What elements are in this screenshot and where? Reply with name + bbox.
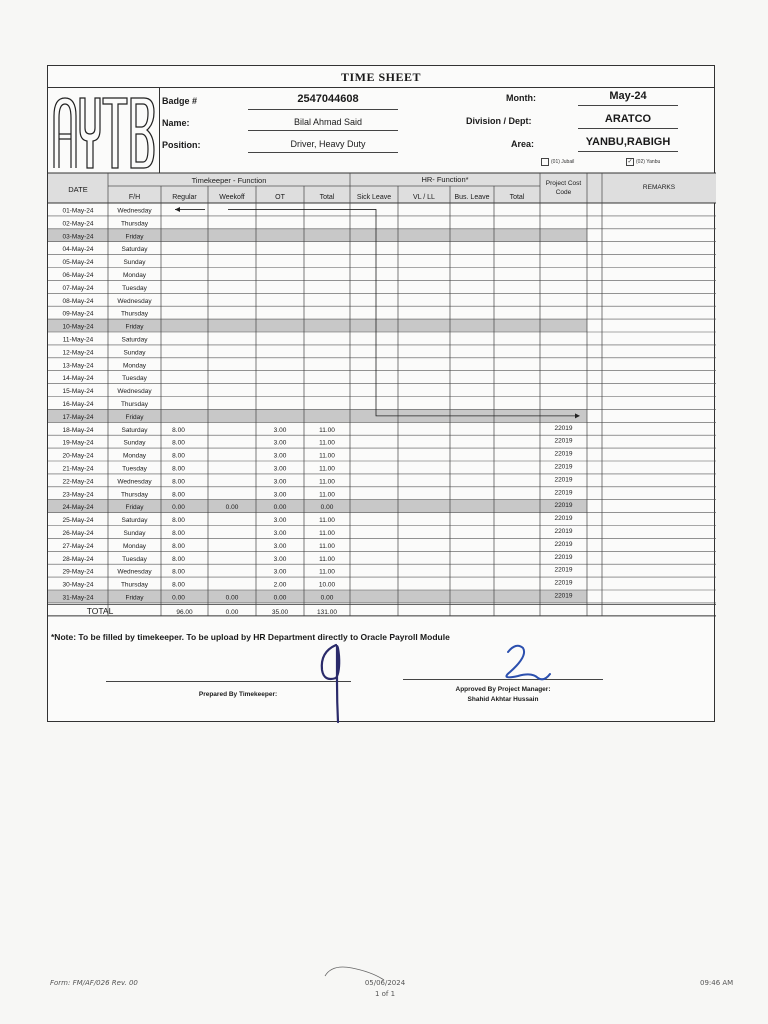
cell-project-code: 22019 (554, 540, 573, 548)
area-value: YANBU,RABIGH (585, 136, 671, 148)
timekeeper-signature (310, 642, 360, 726)
cell-date: 09-May-24 (62, 310, 94, 318)
cell-total: 11.00 (319, 491, 335, 499)
cell-weekoff: 0.00 (225, 594, 239, 602)
cell-date: 28-May-24 (62, 555, 94, 563)
cell-regular: 8.00 (172, 426, 185, 434)
cell-regular: 8.00 (172, 542, 185, 550)
cell-day: Wednesday (117, 568, 152, 576)
col-header-bus-leave: Bus. Leave (454, 194, 490, 201)
cell-ot: 3.00 (273, 426, 287, 434)
total-weekoff: 0.00 (225, 608, 239, 616)
cell-ot: 3.00 (273, 465, 287, 473)
cell-regular: 8.00 (172, 517, 185, 525)
cell-date: 04-May-24 (62, 246, 94, 254)
cell-day: Thursday (120, 220, 149, 228)
cell-ot: 3.00 (273, 530, 287, 537)
col-header-hr-total: Total (509, 194, 525, 201)
cell-day: Thursday (120, 310, 149, 318)
cell-total: 10.00 (318, 581, 336, 589)
cell-project-code: 22019 (554, 553, 573, 561)
cell-regular: 8.00 (172, 530, 185, 537)
cell-ot: 3.00 (273, 439, 287, 447)
cell-project-code: 22019 (554, 502, 573, 510)
checkbox-jubail-label: (01) Jubail (551, 159, 575, 165)
total-ot: 35.00 (271, 608, 289, 616)
cell-weekoff: 0.00 (225, 504, 239, 512)
approved-by-label: Approved By Project Manager: (455, 686, 551, 693)
cell-day: Monday (122, 452, 147, 460)
form-number: Form: FM/AF/026 Rev. 00 (50, 979, 138, 987)
cell-ot: 3.00 (273, 555, 287, 563)
cell-date: 16-May-24 (62, 401, 94, 408)
cell-date: 24-May-24 (62, 504, 94, 512)
cell-day: Friday (125, 504, 144, 512)
cell-date: 27-May-24 (62, 542, 94, 550)
col-header-sick-leave: Sick Leave (356, 194, 392, 201)
cell-day: Sunday (123, 349, 146, 357)
cell-project-code: 22019 (554, 515, 573, 523)
col-header-hr: HR- Function* (421, 175, 469, 184)
cell-ot: 3.00 (273, 452, 287, 460)
total-label: TOTAL (86, 605, 114, 616)
cell-day: Wednesday (117, 388, 152, 396)
division-value: ARATCO (604, 113, 652, 125)
cell-total: 11.00 (319, 439, 335, 447)
cell-date: 07-May-24 (62, 284, 94, 292)
col-header-regular: Regular (172, 194, 197, 201)
cell-date: 21-May-24 (62, 465, 94, 473)
cell-total: 11.00 (319, 542, 335, 550)
cell-total: 11.00 (319, 426, 335, 434)
cell-day: Monday (122, 362, 147, 370)
col-header-remarks: REMARKS (642, 184, 676, 191)
total-regular: 96.00 (176, 608, 193, 616)
cell-day: Sunday (123, 259, 146, 267)
cell-total: 11.00 (319, 452, 335, 460)
cell-day: Tuesday (122, 465, 147, 473)
cell-regular: 8.00 (172, 581, 185, 589)
col-header-timekeeper: Timekeeper - Function (191, 176, 267, 185)
cell-date: 20-May-24 (62, 452, 94, 460)
cell-day: Monday (122, 542, 147, 550)
cell-day: Saturday (121, 517, 148, 525)
total-total: 131.00 (317, 608, 337, 616)
col-header-project-cost-2: Code (555, 189, 572, 196)
cell-date: 15-May-24 (62, 388, 94, 396)
cell-ot: 3.00 (273, 478, 287, 486)
col-header-weekoff: Weekoff (219, 194, 245, 201)
cell-date: 08-May-24 (62, 297, 94, 305)
cell-total: 0.00 (320, 504, 334, 512)
cell-total: 11.00 (319, 517, 335, 525)
prepared-by-label: Prepared By Timekeeper: (198, 691, 278, 698)
col-header-total: Total (319, 194, 335, 201)
cell-date: 17-May-24 (62, 413, 94, 421)
cell-total: 11.00 (319, 555, 335, 563)
checkbox-yanbu-label: (02) Yanbu (636, 159, 661, 165)
badge-label: Badge # (162, 96, 198, 106)
cell-project-code: 22019 (554, 592, 573, 600)
month-value: May-24 (609, 90, 647, 102)
cell-day: Saturday (121, 426, 148, 434)
cell-project-code: 22019 (554, 489, 573, 497)
cell-day: Saturday (121, 336, 148, 344)
month-label: Month: (506, 93, 536, 103)
cell-total: 11.00 (319, 478, 335, 486)
col-header-project-cost: Project Cost (545, 180, 582, 187)
col-header-ot: OT (275, 194, 285, 201)
cell-project-code: 22019 (554, 424, 573, 432)
cell-day: Sunday (123, 439, 146, 447)
col-header-date: DATE (68, 185, 88, 194)
cell-date: 05-May-24 (62, 259, 94, 267)
arrow-head-left (175, 207, 180, 212)
cell-project-code: 22019 (554, 528, 573, 535)
cell-date: 12-May-24 (62, 349, 94, 357)
cell-regular: 8.00 (172, 478, 185, 486)
cell-day: Thursday (120, 491, 149, 499)
cell-day: Tuesday (122, 284, 147, 292)
area-label: Area: (511, 139, 535, 149)
cell-date: 19-May-24 (62, 439, 94, 447)
cell-date: 02-May-24 (62, 220, 94, 228)
cell-ot: 0.00 (273, 594, 287, 602)
cell-project-code: 22019 (554, 450, 573, 458)
print-date: 05/06/2024 (364, 979, 406, 987)
cell-ot: 2.00 (273, 581, 287, 589)
scribble-mark (322, 962, 392, 984)
page-number: 1 of 1 (374, 990, 396, 998)
col-header-fh: F/H (128, 194, 141, 201)
cell-day: Saturday (121, 246, 148, 254)
cell-date: 22-May-24 (62, 478, 94, 486)
cell-day: Sunday (123, 530, 146, 537)
cell-total: 11.00 (319, 530, 335, 537)
cell-regular: 0.00 (172, 594, 185, 602)
badge-value: 2547044608 (297, 93, 359, 105)
cell-day: Thursday (120, 581, 149, 589)
cell-ot: 3.00 (273, 542, 287, 550)
cell-project-code: 22019 (554, 437, 573, 445)
cell-regular: 8.00 (172, 555, 185, 563)
cell-regular: 8.00 (172, 439, 185, 447)
cell-date: 30-May-24 (62, 581, 94, 589)
timesheet-form (47, 65, 715, 722)
approved-by-name: Shahid Akhtar Hussain (467, 696, 539, 703)
cell-date: 13-May-24 (62, 362, 94, 370)
name-value: Bilal Ahmad Said (293, 117, 363, 127)
cell-date: 18-May-24 (62, 426, 94, 434)
cell-total: 11.00 (319, 568, 335, 576)
cell-date: 26-May-24 (62, 530, 94, 537)
name-label: Name: (162, 118, 190, 128)
cell-date: 31-May-24 (62, 594, 94, 602)
cell-regular: 8.00 (172, 465, 185, 473)
cell-date: 11-May-24 (62, 336, 94, 344)
cell-ot: 3.00 (273, 491, 287, 499)
cell-day: Friday (125, 233, 144, 241)
division-label: Division / Dept: (466, 116, 532, 126)
cell-day: Monday (122, 272, 147, 279)
cell-date: 25-May-24 (62, 517, 94, 525)
cell-date: 06-May-24 (62, 272, 94, 279)
cell-day: Friday (125, 413, 144, 421)
cell-project-code: 22019 (554, 463, 573, 471)
cell-day: Friday (125, 323, 144, 331)
cell-regular: 8.00 (172, 491, 185, 499)
cell-total: 0.00 (320, 594, 334, 602)
cell-project-code: 22019 (554, 566, 573, 574)
cell-regular: 8.00 (172, 452, 185, 460)
cell-day: Wednesday (117, 478, 152, 486)
cell-ot: 3.00 (273, 568, 287, 576)
cell-ot: 0.00 (273, 504, 287, 512)
manager-signature (488, 642, 558, 682)
position-value: Driver, Heavy Duty (290, 139, 366, 149)
timesheet-table (48, 66, 716, 723)
cell-regular: 0.00 (172, 504, 185, 512)
col-header-vl-ll: VL / LL (413, 194, 435, 201)
cell-total: 11.00 (319, 465, 335, 473)
cell-ot: 3.00 (273, 517, 287, 525)
cell-day: Friday (125, 594, 144, 602)
cell-day: Wednesday (117, 207, 152, 215)
cell-day: Tuesday (122, 375, 147, 383)
cell-project-code: 22019 (554, 476, 573, 484)
cell-regular: 8.00 (172, 568, 185, 576)
cell-date: 03-May-24 (62, 233, 94, 241)
cell-day: Tuesday (122, 555, 147, 563)
cell-project-code: 22019 (554, 579, 573, 587)
footnote: *Note: To be filled by timekeeper. To be upload by HR Department directly to Oracle Payroll Module (51, 632, 450, 642)
form-title: TIME SHEET (48, 66, 714, 88)
cell-date: 23-May-24 (62, 491, 94, 499)
position-label: Position: (162, 140, 201, 150)
cell-date: 29-May-24 (62, 568, 94, 576)
cell-date: 14-May-24 (62, 375, 94, 383)
print-time: 09:46 AM (700, 979, 734, 987)
cell-day: Wednesday (117, 297, 152, 305)
cell-date: 10-May-24 (62, 323, 94, 331)
cell-day: Thursday (120, 401, 149, 408)
checkbox-yanbu-box[interactable]: ✓ (627, 159, 633, 165)
cell-date: 01-May-24 (62, 207, 94, 215)
